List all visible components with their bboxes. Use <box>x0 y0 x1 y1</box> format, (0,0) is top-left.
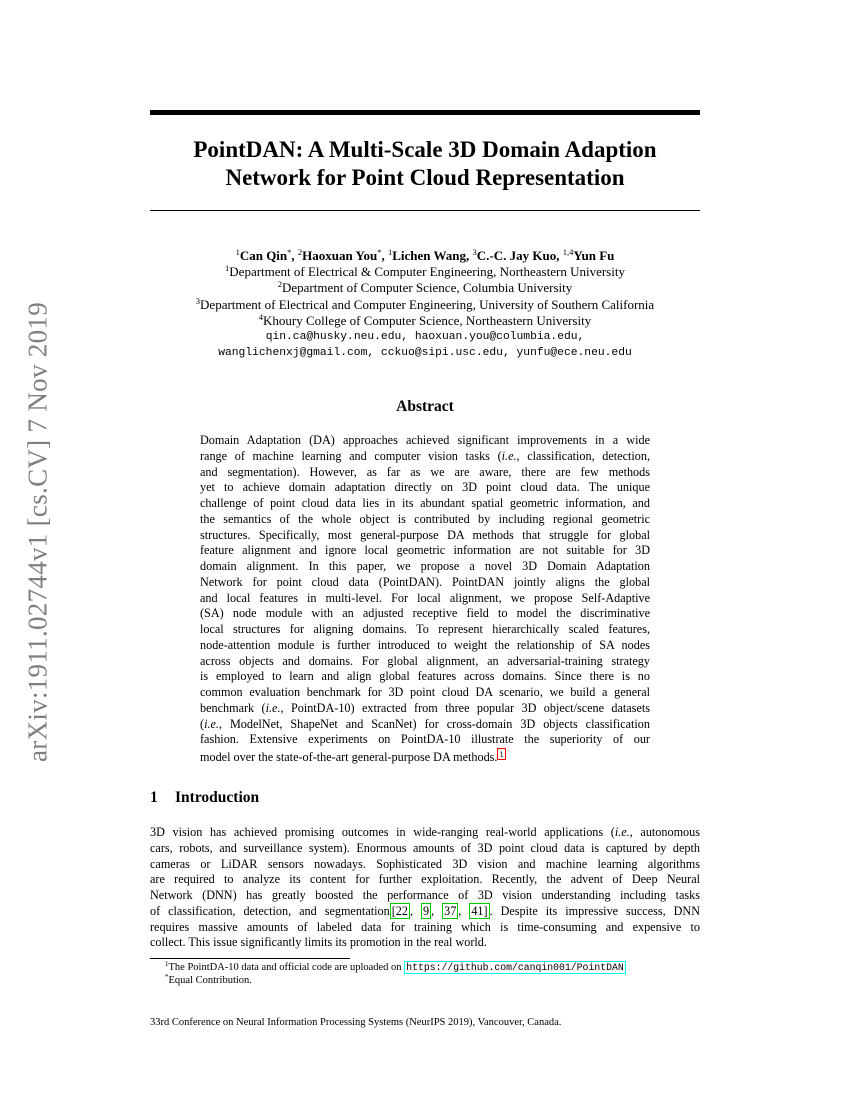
footnote <box>150 961 710 974</box>
intro-line: cars, robots, and surveillance system). Enormous amounts of 3D point cloud data is captured by depth <box>150 840 700 855</box>
footnote-mark: 1 <box>165 960 169 968</box>
title-bottom-rule <box>150 210 700 211</box>
intro-line: requires massive amounts of labeled data for training which is time-consuming and expensive to <box>150 919 700 934</box>
affiliation-text: Khoury College of Computer Science, Northeastern University <box>263 312 592 328</box>
abstract-line: across objects and domains. For global alignment, an adversarial-training strategy <box>200 653 650 668</box>
intro-line: of classification, detection, and segmentation [22 , 9 , 37 , 41] . Despite its impressive success, DNN <box>150 903 701 918</box>
abstract-line: Network for point cloud data (PointDAN). PointDAN jointly aligns the global <box>200 574 650 589</box>
citation-link[interactable]: [22 <box>391 903 408 918</box>
footnote-mark: * <box>165 973 169 981</box>
text-run: i.e. <box>501 448 517 463</box>
citation-number: 9 <box>422 903 430 918</box>
abstract-line: and segmentation). However, as far as we are aware, there are few methods <box>200 464 650 479</box>
abstract-body <box>200 433 650 766</box>
venue-line: 33rd Conference on Neural Information Processing Systems (NeurIPS 2019), Vancouver, Canada. <box>150 1017 562 1028</box>
arxiv-stamp: arXiv:1911.02744v1 [cs.CV] 7 Nov 2019 <box>22 301 53 763</box>
title-top-rule <box>150 110 700 115</box>
abstract-line <box>200 717 650 733</box>
introduction-body <box>150 825 700 951</box>
intro-line: collect. This issue significantly limits its promotion in the real world. <box>150 935 487 950</box>
abstract-line: local structures for aligning domains. To represent hierarchically scaled features, <box>200 622 650 636</box>
affiliation <box>100 280 750 296</box>
author-emails: wanglichenxj@gmail.com, cckuo@sipi.usc.edu, yunfu@ece.neu.edu <box>218 347 632 360</box>
title-line: Network for Point Cloud Representation <box>225 165 625 190</box>
intro-line: are required to analyze its content for further exploitation. Recently, the advent of Deep Neural <box>150 872 700 887</box>
abstract-line: common evaluation benchmark for 3D point cloud DA scenario, we build a general <box>200 685 650 699</box>
text-run: benchmark ( <box>200 700 266 715</box>
author-name: Can Qin <box>239 248 288 263</box>
citation-link[interactable] <box>421 903 431 919</box>
author-name: Lichen Wang, <box>392 248 470 263</box>
footnote <box>150 974 710 987</box>
text-run: ( <box>200 716 205 731</box>
abstract-line: domain alignment. In this paper, we propose a novel 3D Domain Adaptation <box>200 559 650 573</box>
text-run: i.e. <box>204 716 219 731</box>
text-run: model over the state-of-the-art general-purpose DA methods. <box>200 750 498 764</box>
author-name: Haoxuan You <box>302 248 378 263</box>
affil-mark: 1 <box>225 263 230 274</box>
title-line: PointDAN: A Multi-Scale 3D Domain Adaption <box>193 137 657 162</box>
affil-mark: 2 <box>297 247 303 257</box>
footnote-text: Equal Contribution. <box>168 975 252 986</box>
affil-mark: 1 <box>235 247 240 257</box>
author-emails: qin.ca@husky.neu.edu, haoxuan.you@columbia.edu, <box>265 331 585 344</box>
author-name: C.-C. Jay Kuo, <box>476 248 560 263</box>
text-run: i.e. <box>265 700 281 715</box>
citation-number: 37 <box>444 903 457 918</box>
abstract-line: yet to achieve domain adaptation directly on 3D point cloud data. The unique <box>200 480 650 495</box>
citation-link[interactable] <box>442 903 458 919</box>
affil-mark: 1 <box>387 247 393 257</box>
equal-contribution-mark: * <box>377 247 382 257</box>
affil-mark: 2 <box>277 279 282 290</box>
section-heading-introduction <box>150 789 259 807</box>
citation-number: 41 <box>471 903 484 918</box>
footnote-rule <box>150 958 350 959</box>
abstract-line <box>200 449 650 465</box>
text-run: , classification, detection, <box>516 448 650 463</box>
abstract-line: is employed to learn and align global features across domains. Since there is no <box>200 669 650 684</box>
section-number: 1 <box>150 789 158 806</box>
abstract-line: the semantics of the whole object is contributed by including regional geometric <box>200 511 650 526</box>
affiliation-text: Department of Electrical & Computer Engineering, Northeastern University <box>229 264 625 280</box>
affiliation-text: Department of Computer Science, Columbia University <box>281 280 573 296</box>
text-run: , ModelNet, ShapeNet and ScanNet) for cross-domain 3D objects classification <box>218 716 650 731</box>
abstract-line: challenge of point cloud data lies in its abundant spatial geometric information, and <box>200 496 650 510</box>
author-name: Yun Fu <box>573 248 615 263</box>
abstract-line: Domain Adaptation (DA) approaches achieved significant improvements in a wide <box>200 433 650 447</box>
footnote-text: The PointDA-10 data and official code are uploaded on <box>168 962 405 973</box>
code-url-link[interactable]: https://github.com/canqin001/PointDAN <box>406 962 624 973</box>
text-run: . Despite its impressive success, DNN <box>489 903 701 918</box>
citation-link[interactable]: 41] <box>471 903 488 918</box>
abstract-line <box>200 701 650 717</box>
section-title: Introduction <box>175 789 260 806</box>
abstract-line: feature alignment and ignore local geometric information are not suitable for 3D <box>200 543 650 558</box>
author-names: $^1$Can Qin*, $^2$Haoxuan You*, $^1$Lichen Wang, $^3$C.-C. Jay Kuo, $^{1,4}$Yun Fu <box>235 247 615 263</box>
abstract-line: fashion. Extensive experiments on PointDA-10 illustrate the superiority of our <box>200 732 650 747</box>
abstract-line <box>200 748 650 766</box>
affiliation <box>100 264 750 280</box>
affil-mark: 4 <box>258 311 264 322</box>
abstract-line: structures. Specifically, most general-purpose DA methods that struggle for global <box>200 527 650 542</box>
footnotes <box>150 961 710 987</box>
text-run: , PointDA-10) extracted from three popular 3D object/scene datasets <box>280 700 650 715</box>
intro-line: Network (DNN) has greatly boosted the performance of 3D vision understanding including tasks <box>150 888 700 902</box>
abstract-line: node-attention module is further introduced to weight the relationship of SA nodes <box>200 637 650 652</box>
affiliation <box>100 297 750 313</box>
affiliation-text: Department of Electrical and Computer Engineering, University of Southern California <box>200 296 655 312</box>
affil-mark: 1,4 <box>562 247 574 257</box>
affil-mark: 3 <box>195 295 201 306</box>
paper-title <box>150 136 700 192</box>
intro-line <box>150 825 700 841</box>
citation-number: 22 <box>395 903 408 918</box>
equal-contribution-mark: * <box>287 247 292 257</box>
abstract-line: and local features in multi-level. For local alignment, we propose Self-Adaptive <box>200 590 650 605</box>
affiliation <box>100 313 750 329</box>
text-run: range of machine learning and computer vision tasks ( <box>200 448 502 463</box>
text-run: of classification, detection, and segmentation <box>150 903 390 918</box>
footnote-ref-link[interactable]: 1 <box>499 749 504 759</box>
author-block <box>100 248 750 361</box>
abstract-heading: Abstract <box>396 398 454 415</box>
intro-line: cameras or LiDAR sensors nowadays. Sophisticated 3D vision and machine learning algorithms <box>150 856 700 871</box>
text-run: i.e. <box>614 825 630 839</box>
abstract-line: (SA) node module with an adjusted receptive field to model the discriminative <box>200 606 650 621</box>
text-run: , autonomous <box>629 825 700 839</box>
affil-mark: 3 <box>472 247 477 257</box>
text-run: 3D vision has achieved promising outcomes in wide-ranging real-world applications ( <box>150 825 615 839</box>
